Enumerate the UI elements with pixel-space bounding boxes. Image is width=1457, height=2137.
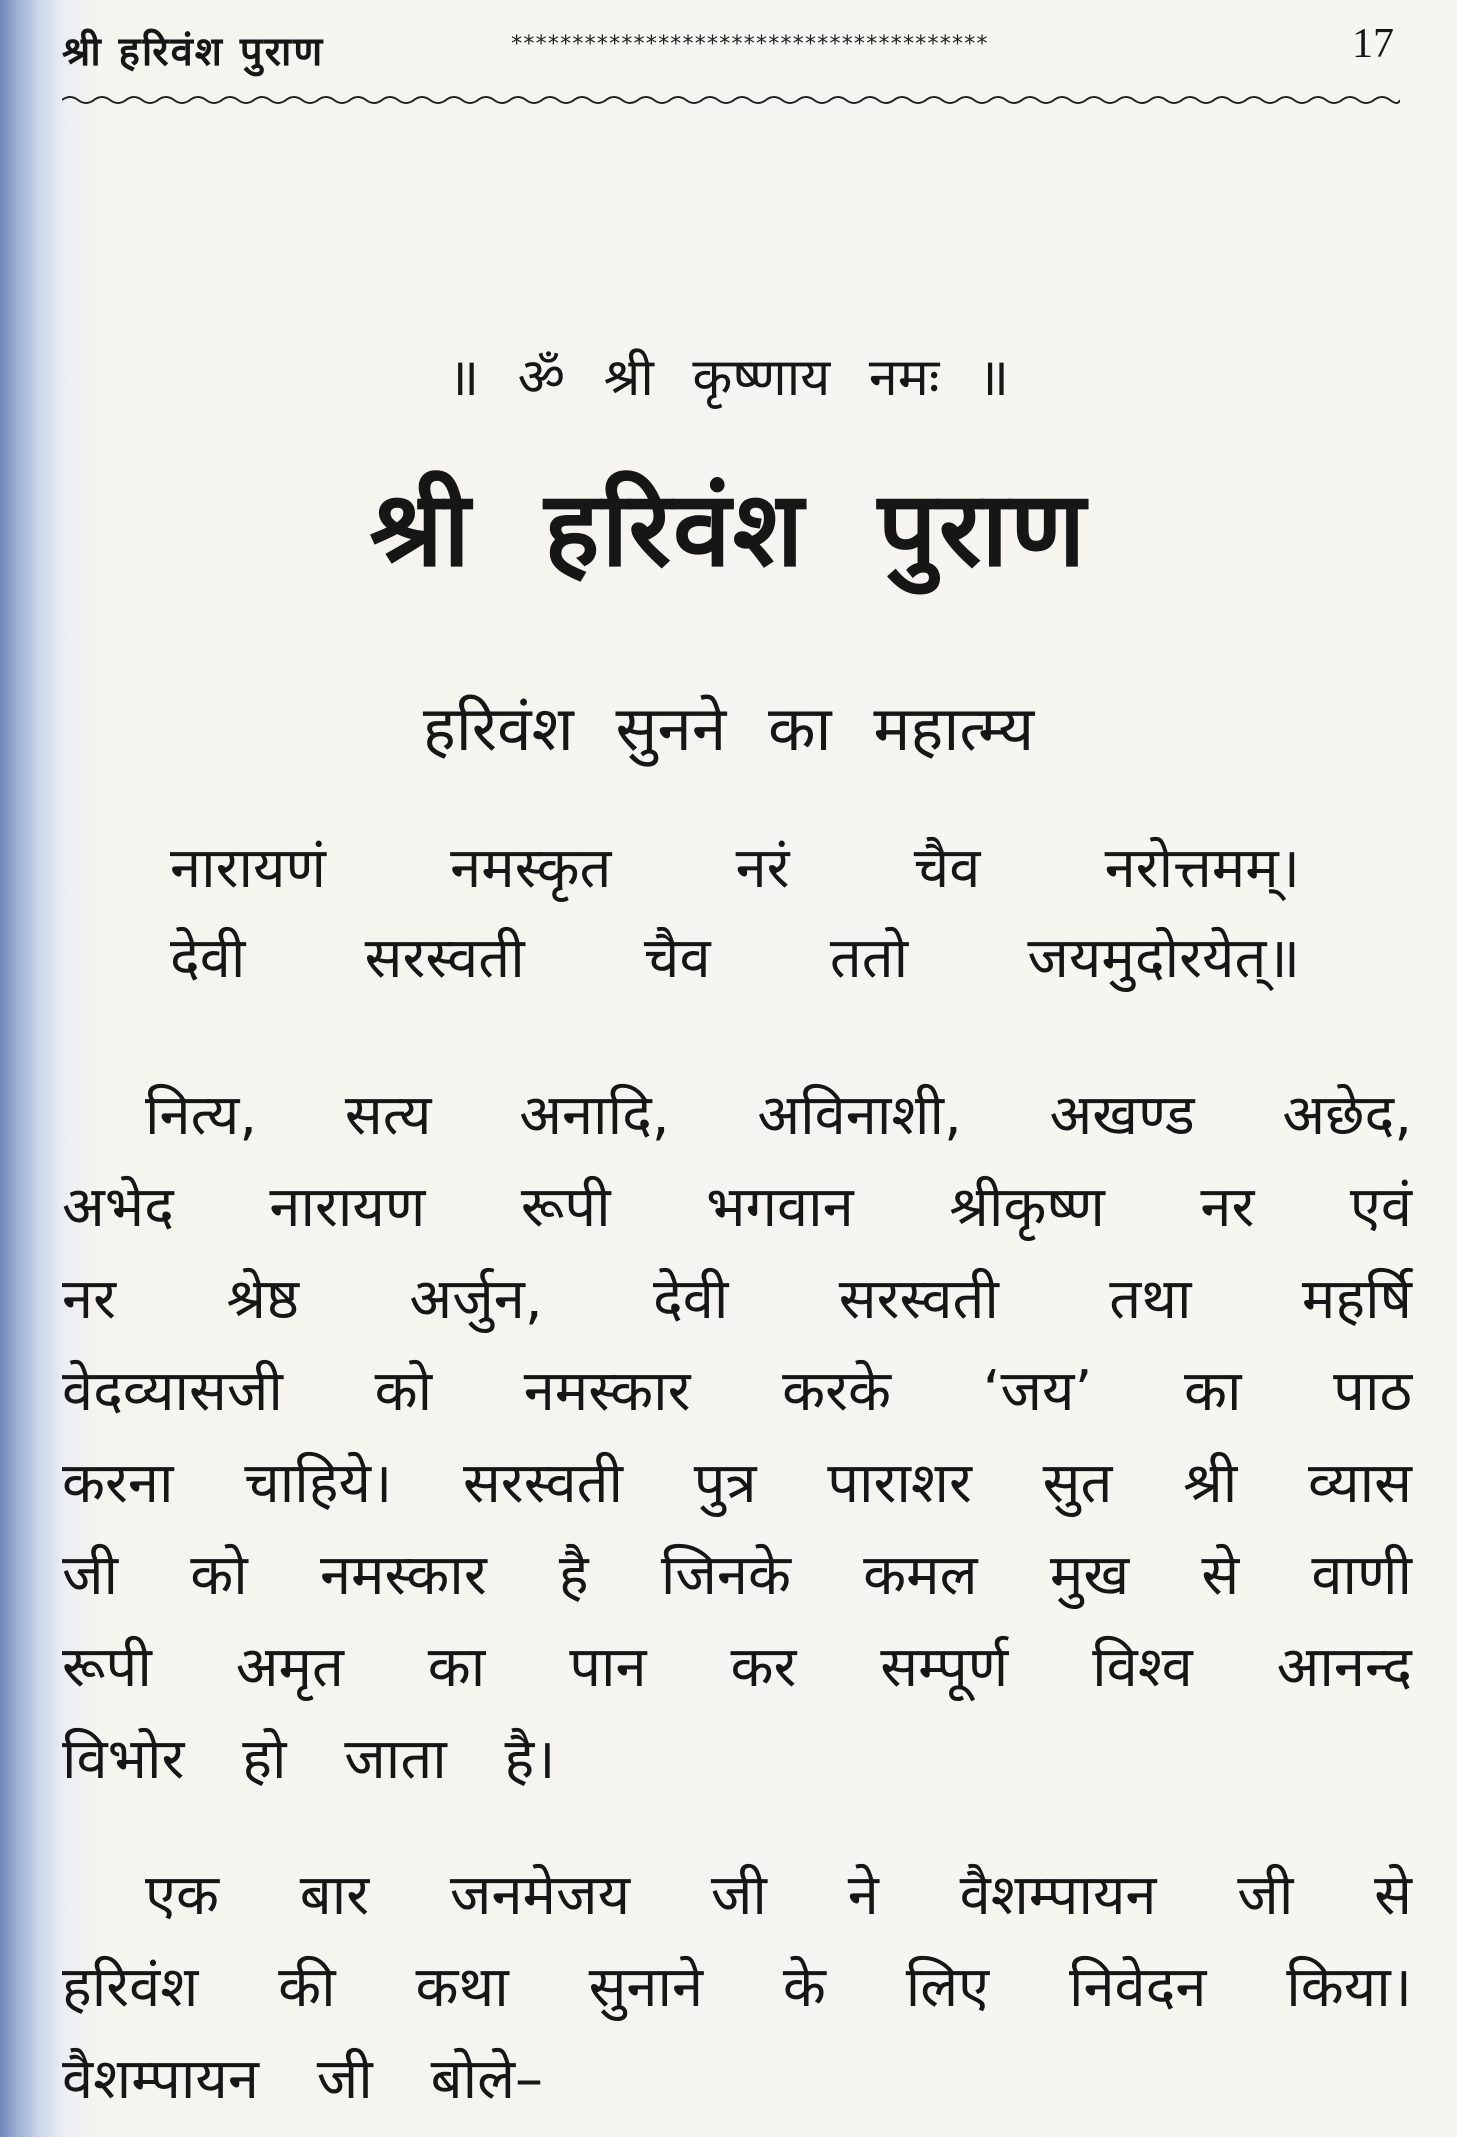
invocation-line: ॥ ॐ श्री कृष्णाय नमः ॥ (447, 348, 1009, 408)
paragraph-line: रूपी अमृत का पान कर सम्पूर्ण विश्व आनन्द (62, 1635, 1412, 1700)
paragraph-line: नित्य, सत्य अनादि, अविनाशी, अखण्ड अछेद, (145, 1083, 1412, 1148)
header-wavy-rule (62, 90, 1400, 110)
running-head-ornament: *************************************** (510, 32, 988, 57)
page-title: श्री हरिवंश पुराण (369, 468, 1088, 590)
paragraph-line: अभेद नारायण रूपी भगवान श्रीकृष्ण नर एवं (62, 1175, 1412, 1240)
section-subtitle: हरिवंश सुनने का महात्म्य (422, 692, 1035, 765)
paragraph-line: एक बार जनमेजय जी ने वैशम्पायन जी से (145, 1863, 1412, 1928)
paragraph-line: विभोर हो जाता है। (62, 1727, 556, 1792)
paragraph-line: नर श्रेष्ठ अर्जुन, देवी सरस्वती तथा महर्षि (62, 1267, 1412, 1332)
verse-line: देवी सरस्वती चैव ततो जयमुदोरयेत्॥ (170, 926, 1300, 991)
running-head-title: श्री हरिवंश पुराण (62, 29, 325, 75)
paragraph-line: हरिवंश की कथा सुनाने के लिए निवेदन किया। (62, 1955, 1412, 2020)
running-head (62, 18, 1412, 78)
paragraph-line: वेदव्यासजी को नमस्कार करके ‘जय’ का पाठ (62, 1359, 1412, 1424)
verse-line: नारायणं नमस्कृत नरं चैव नरोत्तमम्। (170, 836, 1300, 901)
paragraph-line: वैशम्पायन जी बोले– (62, 2047, 544, 2112)
paragraph-line: करना चाहिये। सरस्वती पुत्र पाराशर सुत श्री व्यास (62, 1451, 1412, 1516)
paragraph-line: जी को नमस्कार है जिनके कमल मुख से वाणी (62, 1543, 1412, 1608)
page-number: 17 (1352, 21, 1394, 67)
